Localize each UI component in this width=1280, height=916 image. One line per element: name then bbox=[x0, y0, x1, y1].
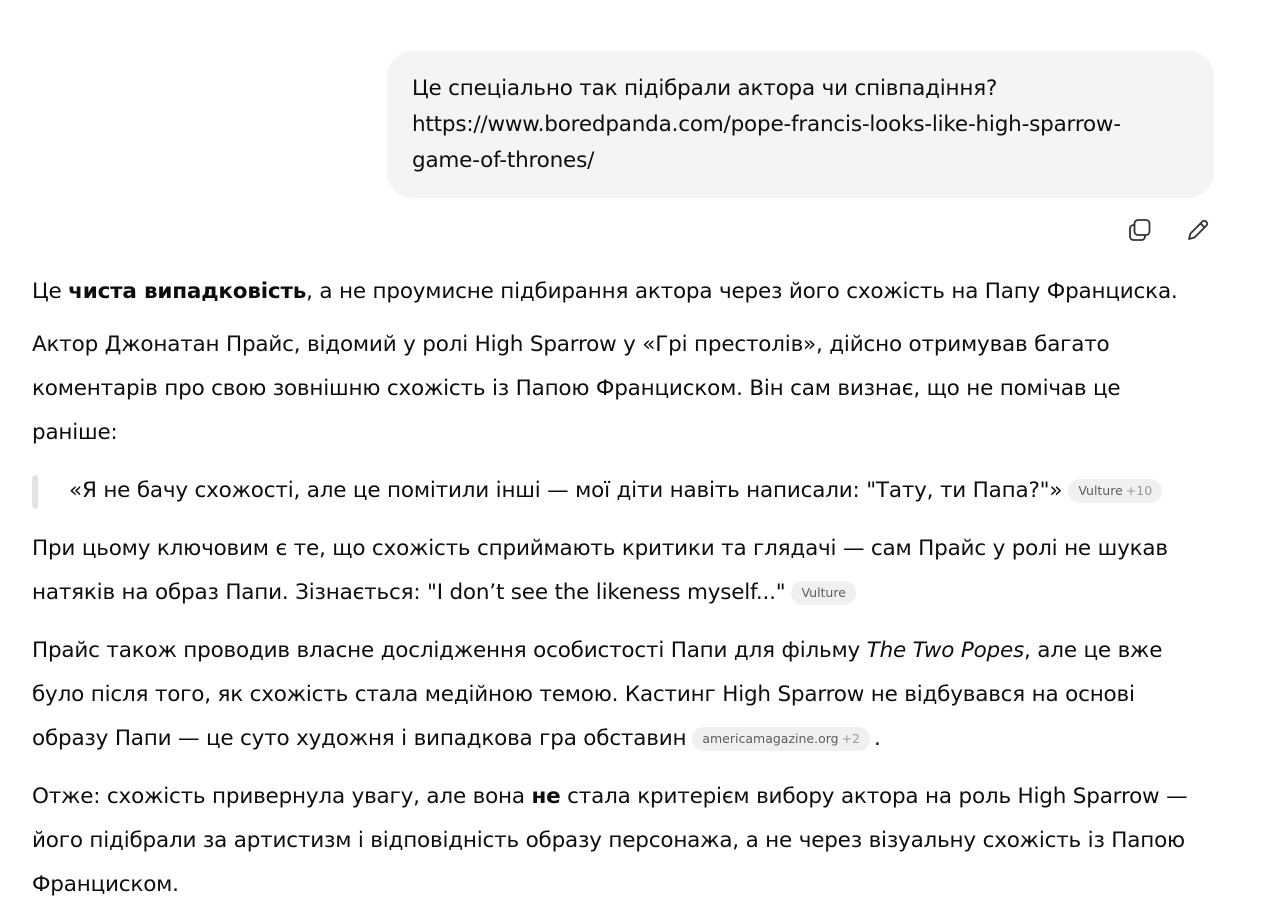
text-line: було після того, як схожість стала медійною темою. Кастинг High Sparrow не відбувався на основі bbox=[32, 682, 1135, 707]
source-chip-vulture[interactable] bbox=[1068, 479, 1162, 503]
text-span: стала критерієм вибору актора на роль High Sparrow — bbox=[560, 784, 1188, 809]
copy-icon bbox=[1127, 217, 1153, 243]
user-message-link: https://www.boredpanda.com/pope-francis-looks-like-high-sparrow- bbox=[412, 112, 1121, 137]
source-name: Vulture bbox=[801, 585, 846, 600]
user-message-line: Це спеціально так підібрали актора чи співпадіння? bbox=[412, 76, 998, 101]
user-message-bubble bbox=[387, 51, 1214, 198]
text-span: Отже: схожість привернула увагу, але вона bbox=[32, 784, 532, 809]
text-line: Франциском. bbox=[32, 872, 179, 897]
italic-title: The Two Popes bbox=[866, 638, 1025, 663]
edit-button[interactable] bbox=[1182, 214, 1214, 246]
message-actions bbox=[1124, 214, 1214, 246]
source-chip-vulture[interactable] bbox=[791, 581, 855, 605]
text-line: При цьому ключовим є те, що схожість сприймають критики та глядачі — сам Прайс у ролі не шукав bbox=[32, 536, 1168, 561]
text-line: раніше: bbox=[32, 420, 118, 445]
source-name: Vulture bbox=[1078, 483, 1123, 498]
quote-text: «Я не бачу схожості, але це помітили інші — мої діти навіть написали: "Тату, ти Папа?"» bbox=[69, 478, 1063, 503]
text-line: його підібрали за артистизм і відповідність образу персонажа, а не через візуальну схожість із Папою bbox=[32, 828, 1185, 853]
answer-paragraph bbox=[32, 527, 1232, 615]
text-line: натяків на образ Папи. Зізнається: "I don’t see the likeness myself..." bbox=[32, 580, 786, 605]
blockquote-bar bbox=[32, 475, 38, 509]
text-span: Це bbox=[32, 279, 69, 304]
copy-button[interactable] bbox=[1124, 214, 1156, 246]
answer-paragraph bbox=[32, 323, 1232, 455]
bold-text: не bbox=[531, 784, 561, 809]
answer-paragraph bbox=[32, 629, 1232, 761]
source-count: +10 bbox=[1125, 483, 1153, 498]
blockquote bbox=[32, 469, 1232, 513]
source-count: +2 bbox=[841, 731, 861, 746]
pencil-icon bbox=[1185, 217, 1211, 243]
user-message-link-cont: game-of-thrones/ bbox=[412, 148, 595, 173]
answer-paragraph bbox=[32, 270, 1232, 314]
source-name: americamagazine.org bbox=[702, 731, 839, 746]
text-line: коментарів про свою зовнішню схожість із Папою Франциском. Він сам визнає, що не помічав це bbox=[32, 376, 1121, 401]
text-span: , але це вже bbox=[1024, 638, 1163, 663]
source-chip-americamagazine[interactable] bbox=[692, 727, 870, 751]
answer-paragraph bbox=[32, 775, 1232, 907]
text-span: , а не проумисне підбирання актора через його схожість на Папу Франциска. bbox=[306, 279, 1178, 304]
bold-text: чиста випадковість bbox=[68, 279, 307, 304]
text-line: Актор Джонатан Прайс, відомий у ролі High Sparrow у «Грі престолів», дійсно отримував багато bbox=[32, 332, 1110, 357]
text-span: Прайс також проводив власне дослідження особистості Папи для фільму bbox=[32, 638, 867, 663]
assistant-answer bbox=[32, 270, 1232, 916]
text-line: образу Папи — це суто художня і випадкова гра обставин bbox=[32, 726, 687, 751]
text-span: . bbox=[874, 726, 881, 751]
